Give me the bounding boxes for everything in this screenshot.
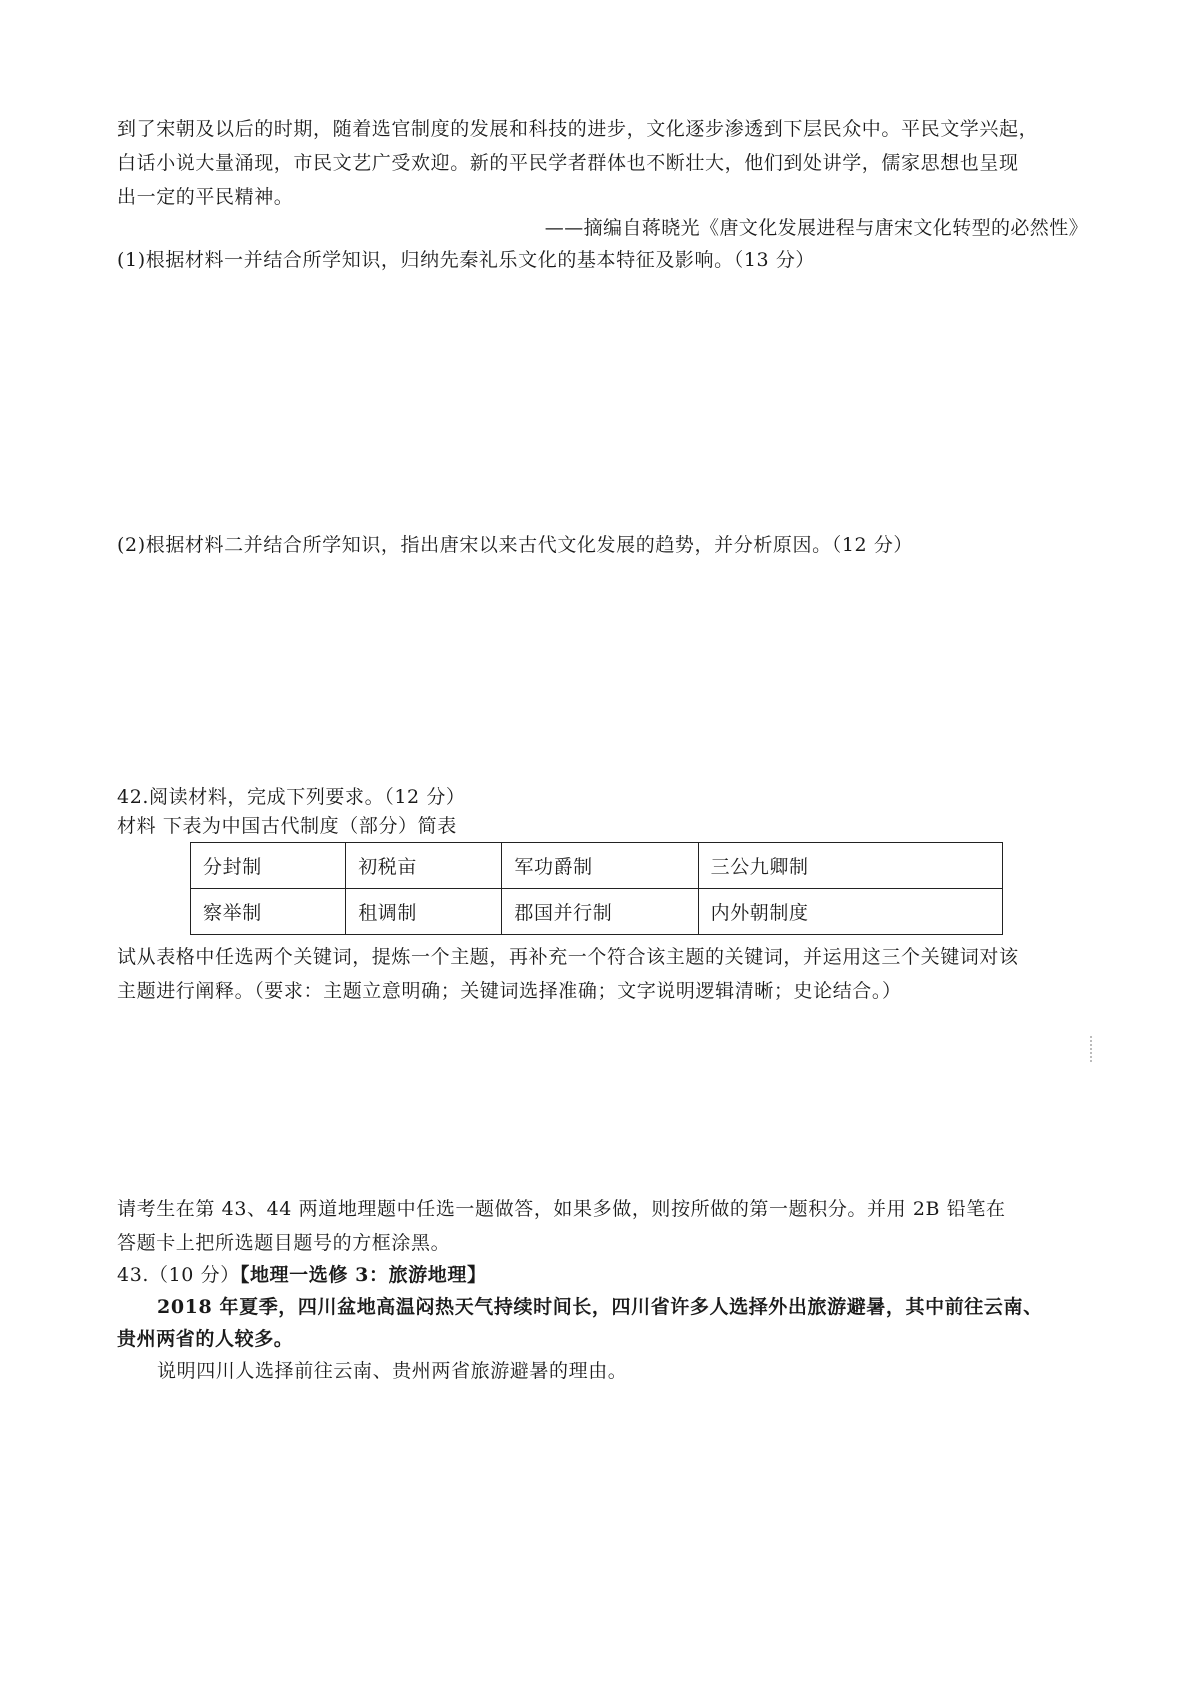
systems-table bbox=[190, 842, 1003, 935]
table-cell: 分封制 bbox=[191, 843, 346, 889]
q43-body-line-2: 贵州两省的人较多。 bbox=[117, 1328, 294, 1350]
q42-material-intro: 材料 下表为中国古代制度（部分）简表 bbox=[117, 815, 457, 837]
q41-part1: (1)根据材料一并结合所学知识，归纳先秦礼乐文化的基本特征及影响。（13 分） bbox=[117, 249, 816, 271]
material-two-line-1: 到了宋朝及以后的时期，随着选官制度的发展和科技的进步，文化逐步渗透到下层民众中。平民文学兴起， bbox=[117, 118, 1039, 140]
table-cell: 察举制 bbox=[191, 889, 346, 935]
material-source: ——摘编自蒋晓光《唐文化发展进程与唐宋文化转型的必然性》 bbox=[544, 217, 1088, 239]
q43-number: 43.（10 分） bbox=[117, 1264, 240, 1286]
material-two-line-2: 白话小说大量涌现，市民文艺广受欢迎。新的平民学者群体也不断壮大，他们到处讲学，儒家思想也呈现 bbox=[117, 152, 1019, 174]
table-cell: 三公九卿制 bbox=[698, 843, 1002, 889]
scan-artifact bbox=[1090, 1036, 1094, 1062]
q43-header bbox=[117, 1261, 487, 1290]
table-cell: 内外朝制度 bbox=[698, 889, 1002, 935]
q43-question: 说明四川人选择前往云南、贵州两省旅游避暑的理由。 bbox=[157, 1360, 628, 1382]
table-row bbox=[191, 843, 1003, 889]
q42-title: 42.阅读材料，完成下列要求。（12 分） bbox=[117, 786, 466, 808]
geo-notice-line-2: 答题卡上把所选题目题号的方框涂黑。 bbox=[117, 1232, 451, 1254]
geo-notice-line-1: 请考生在第 43、44 两道地理题中任选一题做答，如果多做，则按所做的第一题积分。并用 2B 铅笔在 bbox=[117, 1198, 1006, 1220]
table-cell: 军功爵制 bbox=[502, 843, 698, 889]
table-cell: 租调制 bbox=[346, 889, 502, 935]
q41-part2: (2)根据材料二并结合所学知识，指出唐宋以来古代文化发展的趋势，并分析原因。（12 分） bbox=[117, 534, 914, 556]
q43-heading: 【地理一选修 3：旅游地理】 bbox=[239, 1264, 487, 1286]
table-row bbox=[191, 889, 1003, 935]
table-cell: 郡国并行制 bbox=[502, 889, 698, 935]
material-two-line-3: 出一定的平民精神。 bbox=[117, 186, 294, 208]
table-cell: 初税亩 bbox=[346, 843, 502, 889]
q42-instructions-line-1: 试从表格中任选两个关键词，提炼一个主题，再补充一个符合该主题的关键词，并运用这三个关键词对该 bbox=[117, 946, 1019, 968]
q43-body-line-1: 2018 年夏季，四川盆地高温闷热天气持续时间长，四川省许多人选择外出旅游避暑，其中前往云南、 bbox=[157, 1296, 1043, 1318]
q42-instructions-line-2: 主题进行阐释。（要求：主题立意明确；关键词选择准确；文字说明逻辑清晰；史论结合。） bbox=[117, 980, 902, 1002]
